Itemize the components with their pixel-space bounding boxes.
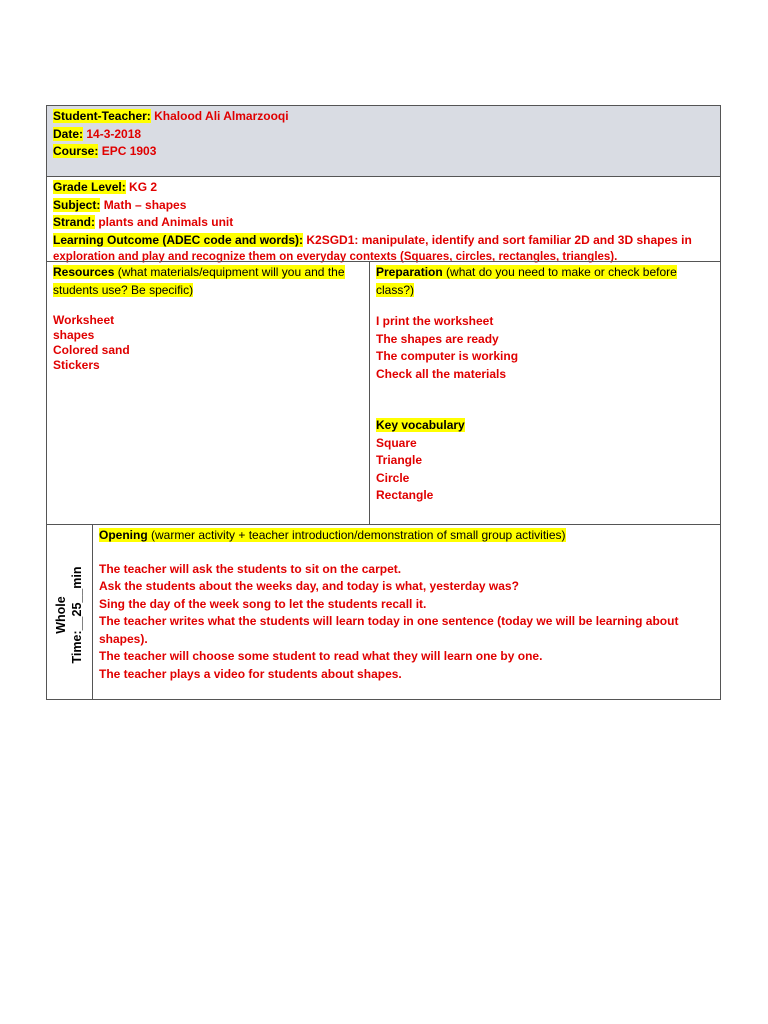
list-item: Ask the students about the weeks day, and today is what, yesterday was? — [99, 579, 519, 593]
list-item: The teacher writes what the students will learn today in one sentence (today we will be learning about — [99, 614, 679, 628]
resources-list — [53, 313, 363, 373]
date-value: 14-3-2018 — [86, 126, 142, 141]
course-row — [53, 143, 714, 161]
list-item: Worksheet — [53, 313, 115, 327]
vocabulary-label: Key vocabulary — [376, 418, 465, 432]
list-item: Check all the materials — [376, 366, 507, 381]
outcome-row — [53, 232, 714, 250]
opening-hint: (warmer activity + teacher introduction/demonstration of small group activities) — [151, 528, 566, 542]
student-teacher-value: Khalood Ali Almarzooqi — [154, 109, 289, 123]
opening-lines — [99, 561, 714, 684]
list-item: shapes). — [99, 631, 148, 646]
subject-row — [53, 197, 714, 215]
resources-hint-line1: (what materials/equipment will you and the — [117, 265, 345, 279]
resources-label: Resources — [53, 265, 115, 279]
resources-preparation-section — [46, 261, 721, 525]
list-item: Circle — [376, 470, 410, 485]
preparation-list — [376, 313, 714, 383]
course-label: Course: — [53, 144, 99, 158]
list-item: Colored sand — [53, 343, 130, 357]
preparation-hint-line1: (what do you need to make or check before — [446, 265, 677, 279]
student-teacher-label: Student-Teacher: — [53, 109, 151, 123]
list-item: The shapes are ready — [376, 331, 499, 346]
outcome-value-line2: exploration and play and recognize them on everyday contexts (Squares, circles, rectangles, triangles). — [53, 251, 618, 263]
opening-label: Opening — [99, 528, 148, 542]
grade-label: Grade Level: — [53, 180, 126, 194]
subject-label: Subject: — [53, 197, 101, 212]
list-item: Rectangle — [376, 488, 434, 502]
resources-hint-line2: students use? Be specific) — [53, 282, 194, 297]
opening-section — [46, 524, 721, 700]
outcome-label: Learning Outcome (ADEC code and words): — [53, 232, 304, 247]
grade-row — [53, 179, 714, 197]
list-item: The computer is working — [376, 349, 519, 363]
date-label: Date: — [53, 126, 84, 141]
list-item: The teacher will choose some student to read what they will learn one by one. — [99, 649, 543, 663]
opening-heading — [99, 527, 714, 545]
header-section — [46, 105, 721, 177]
preparation-hint-line2: class?) — [376, 282, 415, 297]
opening-content — [93, 525, 720, 699]
preparation-label: Preparation — [376, 265, 443, 279]
time-value: Time:__25__min — [70, 566, 84, 664]
lesson-info-section — [46, 176, 721, 262]
strand-row — [53, 214, 714, 232]
preparation-heading — [376, 264, 714, 282]
grade-value: KG 2 — [129, 180, 158, 194]
student-teacher-row — [53, 108, 714, 126]
resources-heading — [53, 264, 363, 282]
list-item: Square — [376, 435, 417, 450]
resources-cell — [47, 262, 370, 525]
vocabulary-list — [376, 435, 714, 505]
preparation-cell — [370, 262, 720, 525]
list-item: Stickers — [53, 358, 100, 372]
whole-label: Whole — [54, 596, 68, 634]
strand-value: plants and Animals unit — [98, 215, 234, 229]
list-item: Sing the day of the week song to let the students recall it. — [99, 596, 427, 611]
outcome-value-line1: K2SGD1: manipulate, identify and sort familiar 2D and 3D shapes in — [306, 232, 692, 247]
list-item: I print the worksheet — [376, 314, 494, 328]
date-row — [53, 126, 714, 144]
list-item: shapes — [53, 328, 95, 342]
time-label — [53, 566, 85, 663]
course-value: EPC 1903 — [101, 144, 157, 158]
time-cell — [47, 525, 93, 699]
list-item: Triangle — [376, 453, 423, 467]
list-item: The teacher plays a video for students about shapes. — [99, 666, 402, 681]
strand-label: Strand: — [53, 215, 95, 229]
list-item: The teacher will ask the students to sit on the carpet. — [99, 561, 402, 576]
subject-value: Math – shapes — [103, 197, 187, 212]
